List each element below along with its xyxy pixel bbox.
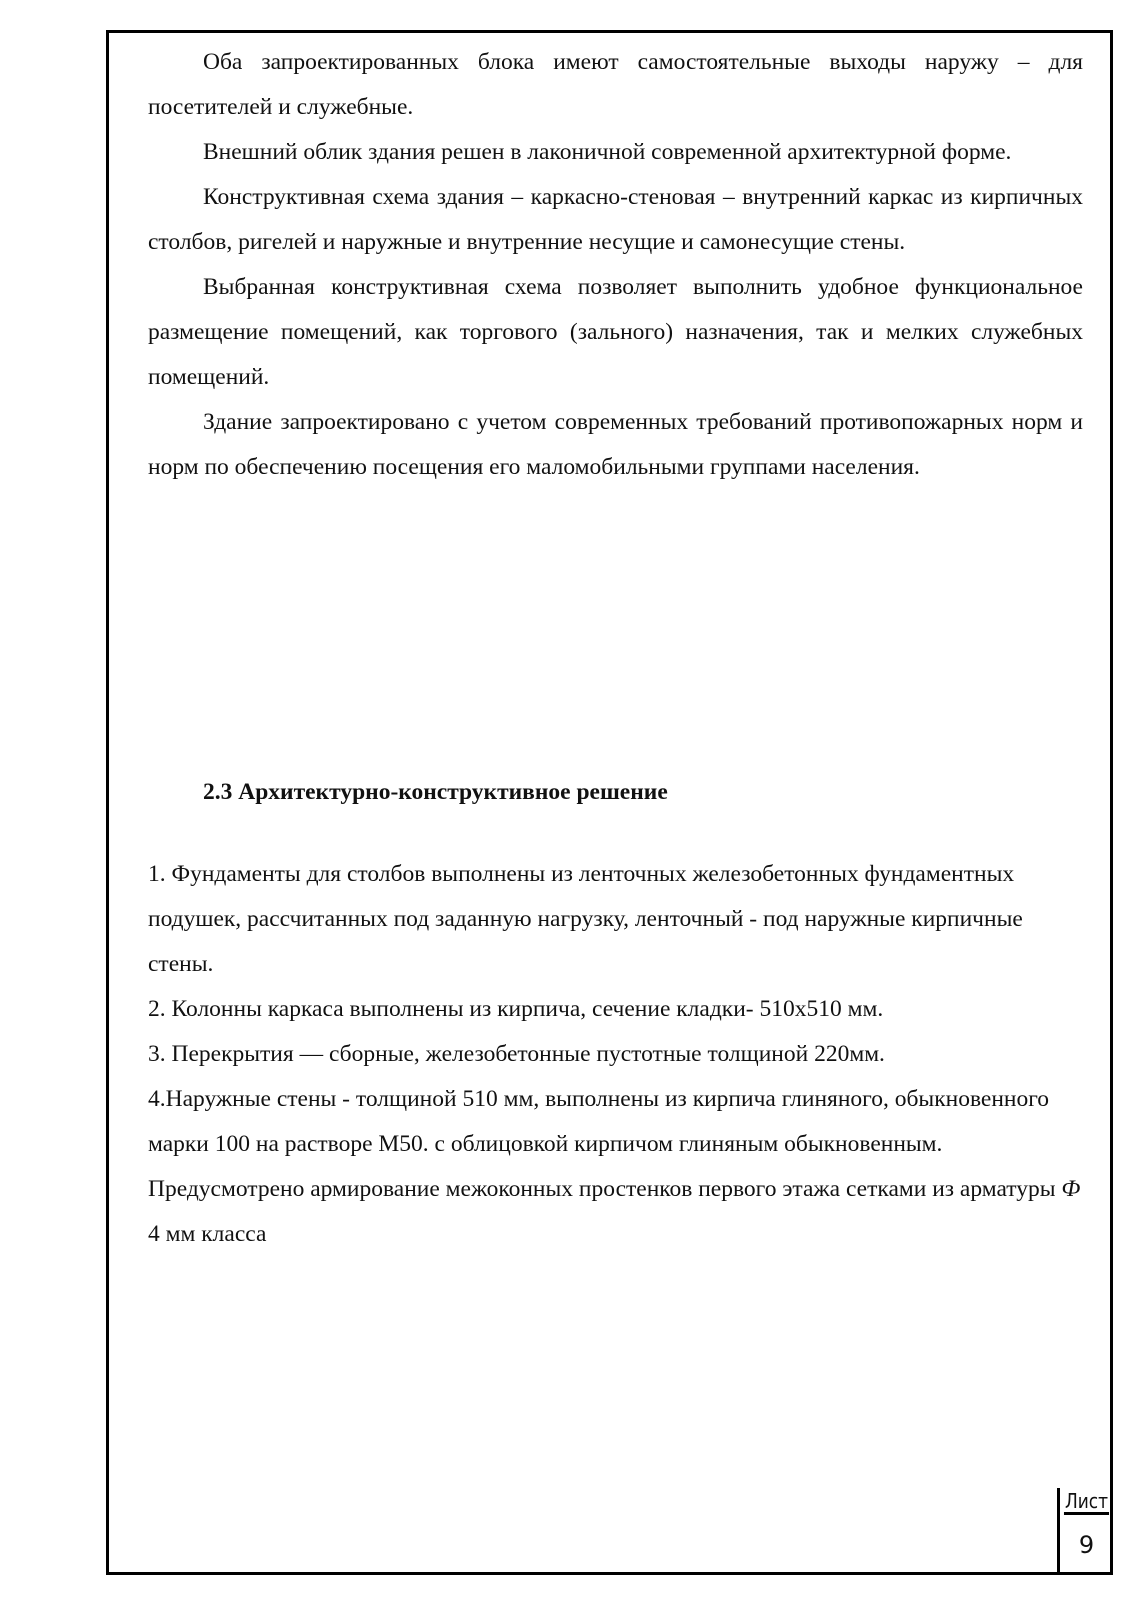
- paragraph: Выбранная конструктивная схема позволяет выполнить удобное функциональное размещение помещений, как торгового (зального) назначения, так и мелких служебных помещений.: [148, 274, 1083, 390]
- list-item-text: 4.Наружные стены - толщиной 510 мм, выполнены из кирпича глиняного, обыкновенного марки 100 на растворе М50. с облицовкой кирпичом глиняным обыкновенным. Предусмотрено армирование межоконных простенков первого этажа сетками из арматуры: [148, 1086, 1056, 1202]
- sheet-number: 9: [1078, 1531, 1095, 1559]
- paragraph: Оба запроектированных блока имеют самостоятельные выходы наружу – для посетителей и служебные.: [148, 49, 1083, 120]
- list-item: 1. Фундаменты для столбов выполнены из ленточных железобетонных фундаментных подушек, рассчитанных под заданную нагрузку, ленточный - под наружные кирпичные стены.: [148, 861, 1023, 977]
- paragraph: Конструктивная схема здания – каркасно-стеновая – внутренний каркас из кирпичных столбов, ригелей и наружные и внутренние несущие и самонесущие стены.: [148, 184, 1083, 255]
- diameter-symbol: Ф: [1061, 1176, 1081, 1202]
- specification-list: [148, 852, 1083, 1257]
- sheet-stamp: [1057, 1488, 1113, 1575]
- section-heading: 2.3 Архитектурно-конструктивное решение: [203, 779, 668, 805]
- paragraph: Внешний облик здания решен в лаконичной современной архитектурной форме.: [203, 139, 1012, 165]
- body-text: [148, 40, 1083, 490]
- list-item: 2. Колонны каркаса выполнены из кирпича, сечение кладки- 510х510 мм.: [148, 996, 884, 1022]
- sheet-label: Лист: [1064, 1489, 1109, 1513]
- list-item: [148, 1077, 1083, 1257]
- list-item: 3. Перекрытия — сборные, железобетонные пустотные толщиной 220мм.: [148, 1041, 885, 1067]
- paragraph: Здание запроектировано с учетом современных требований противопожарных норм и норм по обеспечению посещения его маломобильными группами населения.: [148, 409, 1083, 480]
- list-item-tail: 4 мм класса: [148, 1221, 267, 1247]
